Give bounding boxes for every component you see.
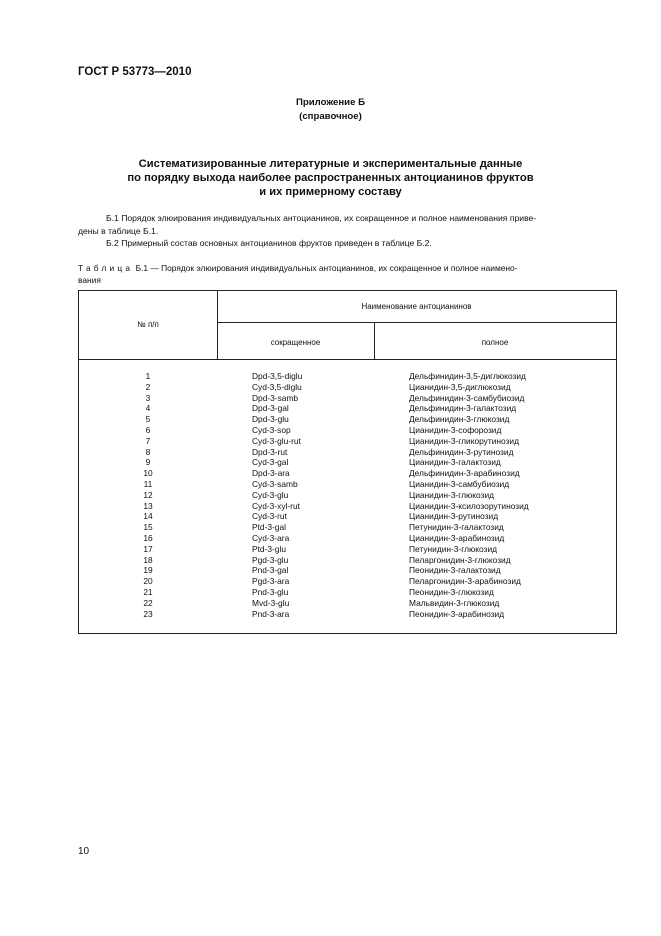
page-number: 10 — [78, 846, 90, 857]
row-short-name: Dpd-3-rut — [252, 446, 288, 457]
title-line-1: Систематизированные литературные и экспериментальные данные — [138, 158, 523, 170]
row-number: 20 — [143, 576, 153, 587]
row-full-name: Цианидин-3-рутинозид — [409, 511, 499, 522]
row-number: 22 — [143, 597, 153, 608]
row-full-name: Цианидин-3-галактозид — [409, 457, 501, 468]
row-short-name: Ptd-3-glu — [252, 543, 286, 554]
column-header-short: сокращенное — [270, 338, 321, 347]
row-full-name: Цианидин-3-глюкозид — [409, 489, 495, 500]
paragraph-b1 — [78, 212, 616, 237]
row-short-name: Dpd-3,5-diglu — [252, 371, 303, 381]
row-number: 3 — [145, 392, 151, 403]
row-number: 14 — [143, 511, 153, 522]
row-number: 6 — [145, 424, 151, 435]
row-number: 19 — [143, 565, 153, 576]
document-code: ГОСТ Р 53773—2010 — [78, 66, 192, 78]
row-short-name: Cyd-3,5-diglu — [252, 381, 302, 392]
row-short-name: Cyd-3-sop — [252, 424, 291, 435]
section-title — [0, 157, 661, 199]
row-number: 2 — [145, 381, 151, 392]
row-full-name: Дельфинидин-3-самбубиозид — [409, 392, 525, 403]
column-header-full: полное — [481, 338, 509, 347]
row-full-name: Дельфинидин-3,5-диглюкозид — [409, 371, 526, 381]
row-short-name: Cyd-3-samb — [252, 478, 298, 489]
column-number-values — [79, 371, 217, 619]
divider-h1 — [217, 322, 616, 323]
table-caption-cont: вания — [78, 275, 101, 285]
row-full-name: Дельфинидин-3-арабинозид — [409, 468, 520, 479]
row-full-name: Петунидин-3-галактозид — [409, 522, 504, 533]
row-number: 21 — [143, 586, 153, 597]
row-full-name: Цианидин-3-гликорутинозид — [409, 435, 519, 446]
row-full-name: Мальвидин-3-глюкозид — [409, 597, 500, 608]
row-number: 17 — [143, 543, 153, 554]
row-short-name: Cyd-3-glu-rut — [252, 435, 301, 446]
row-number: 16 — [143, 532, 153, 543]
row-short-name: Pnd-3-glu — [252, 586, 289, 597]
column-full-values — [409, 371, 529, 619]
paragraph-b1-line2: дены в таблице Б.1. — [78, 225, 159, 236]
column-short-values — [252, 371, 302, 619]
appendix-label: Приложение Б — [296, 97, 365, 108]
title-line-3: и их примерному составу — [259, 186, 402, 198]
row-short-name: Cyd-3-rut — [252, 511, 287, 522]
anthocyanin-table — [78, 290, 617, 634]
title-line-2: по порядку выхода наиболее распространенных антоцианинов фруктов — [127, 172, 534, 184]
row-short-name: Ptd-3-gal — [252, 522, 286, 533]
row-number: 15 — [143, 522, 153, 533]
row-full-name: Цианидин-3-софорозид — [409, 424, 502, 435]
row-short-name: Dpd-3-samb — [252, 392, 299, 403]
row-number: 4 — [145, 403, 151, 414]
row-full-name: Цианидин-3-ксилозорутинозид — [409, 500, 529, 511]
paragraph-b1-line1: Б.1 Порядок элюирования индивидуальных антоцианинов, их сокращенное и полное наименования приве- — [106, 213, 537, 223]
row-short-name: Cyd-3-glu — [252, 489, 289, 500]
row-short-name: Mvd-3-glu — [252, 597, 290, 608]
row-short-name: Dpd-3-ara — [252, 468, 290, 479]
row-number: 5 — [145, 414, 151, 425]
row-full-name: Пеларгонидин-3-глюкозид — [409, 554, 511, 565]
table-caption-word: Таблица — [78, 263, 134, 273]
row-full-name: Дельфинидин-3-галактозид — [409, 403, 517, 414]
row-short-name: Dpd-3-gal — [252, 403, 289, 414]
row-number: 8 — [145, 446, 151, 457]
row-short-name: Cyd-3-xyl-rut — [252, 500, 300, 511]
row-short-name: Pgd-3-glu — [252, 554, 289, 565]
row-full-name: Пеонидин-3-галактозид — [409, 565, 501, 576]
row-full-name: Цианидин-3-самбубиозид — [409, 478, 510, 489]
appendix-heading — [0, 96, 661, 124]
row-full-name: Пеларгонидин-3-арабинозид — [409, 576, 521, 587]
row-number: 18 — [143, 554, 153, 565]
row-number: 10 — [143, 468, 153, 479]
row-number: 9 — [145, 457, 151, 468]
row-full-name: Петунидин-3-глюкозид — [409, 543, 498, 554]
row-number: 12 — [143, 489, 153, 500]
row-short-name: Pnd-3-gal — [252, 565, 289, 576]
row-number: 23 — [143, 608, 153, 619]
row-number: 13 — [143, 500, 153, 511]
appendix-kind: (справочное) — [299, 111, 362, 122]
row-number: 1 — [145, 371, 151, 381]
column-header-number: № п/п — [137, 320, 159, 329]
row-short-name: Cyd-3-ara — [252, 532, 290, 543]
row-number: 11 — [143, 478, 153, 489]
paragraph-b2-text: Б.2 Примерный состав основных антоцианинов фруктов приведен в таблице Б.2. — [106, 238, 432, 248]
row-full-name: Пеонидин-3-арабинозид — [409, 608, 505, 619]
row-full-name: Цианидин-3,5-диглюкозид — [409, 381, 511, 392]
row-short-name: Pgd-3-ara — [252, 576, 290, 587]
row-full-name: Пеонидин-3-глюкозид — [409, 586, 494, 597]
row-number: 7 — [145, 435, 151, 446]
row-short-name: Cyd-3-gal — [252, 457, 289, 468]
paragraph-b2 — [78, 237, 616, 250]
row-short-name: Dpd-3-glu — [252, 414, 289, 425]
row-full-name: Дельфинидин-3-глюкозид — [409, 414, 510, 425]
row-full-name: Цианидин-3-арабинозид — [409, 532, 505, 543]
column-group-header: Наименование антоцианинов — [361, 302, 472, 311]
row-full-name: Дельфинидин-3-рутинозид — [409, 446, 514, 457]
table-caption — [78, 262, 616, 286]
row-short-name: Pnd-3-ara — [252, 608, 290, 619]
divider-h2 — [79, 359, 616, 360]
table-caption-text: Б.1 — Порядок элюирования индивидуальных антоцианинов, их сокращенное и полное наимено- — [133, 263, 518, 273]
